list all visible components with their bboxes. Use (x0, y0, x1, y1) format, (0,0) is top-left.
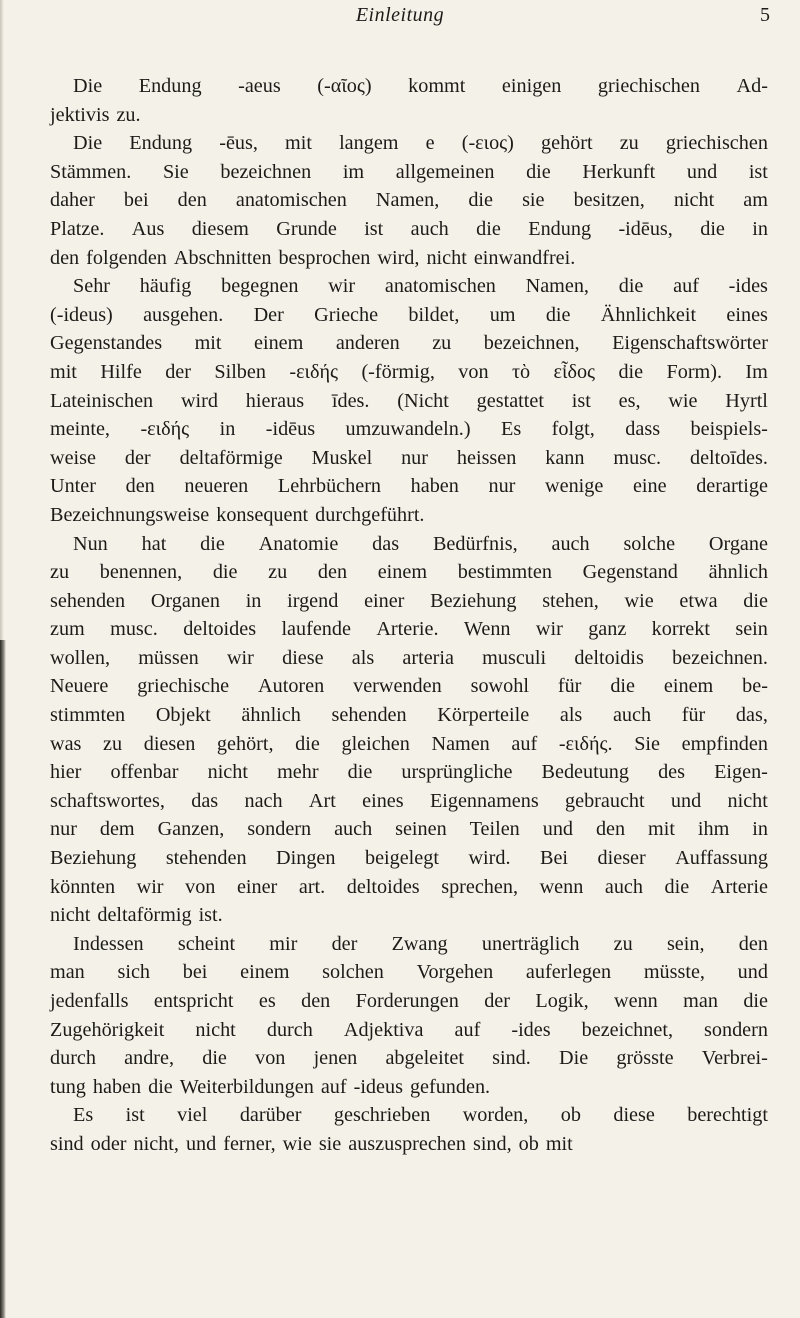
paragraph (50, 272, 768, 529)
text-line: Die Endung -aeus (-αῖος) kommt einigen griechischen Ad- (73, 75, 768, 97)
text-line: den folgenden Abschnitten besprochen wird, nicht einwandfrei. (50, 246, 576, 269)
text-line: was zu diesen gehört, die gleichen Namen auf -ειδής. Sie empfinden (50, 732, 768, 755)
text-line: man sich bei einem solchen Vorgehen auferlegen müsste, und (50, 961, 768, 984)
running-head (0, 2, 800, 32)
text-line: jedenfalls entspricht es den Forderungen der Logik, wenn man die (50, 990, 768, 1012)
text-line: hier offenbar nicht mehr die ursprüngliche Bedeutung des Eigen- (50, 761, 768, 784)
text-line: jektivis zu. (50, 103, 141, 126)
paragraph (50, 72, 768, 129)
text-line: Platze. Aus diesem Grunde ist auch die Endung -idēus, die in (50, 217, 768, 240)
text-line: Bezeichnungsweise konsequent durchgeführt. (50, 503, 425, 526)
text-line: sind oder nicht, und ferner, wie sie auszusprechen sind, ob mit (50, 1132, 573, 1155)
running-title: Einleitung (355, 4, 445, 26)
body-text (50, 72, 768, 1159)
paragraph (50, 129, 768, 272)
text-line: Gegenstandes mit einem anderen zu bezeichnen, Eigenschaftswörter (50, 332, 768, 355)
text-line: zu benennen, die zu den einem bestimmten Gegenstand ähnlich (50, 561, 768, 584)
paragraph (50, 1101, 768, 1158)
text-line: könnten wir von einer art. deltoides sprechen, wenn auch die Arterie (50, 875, 768, 898)
paragraph (50, 930, 768, 1102)
text-line: durch andre, die von jenen abgeleitet sind. Die grösste Verbrei- (50, 1047, 768, 1070)
text-line: wollen, müssen wir diese als arteria musculi deltoidis bezeichnen. (50, 646, 768, 669)
text-line: tung haben die Weiterbildungen auf -ideus gefunden. (50, 1075, 491, 1098)
text-line: (-ideus) ausgehen. Der Grieche bildet, um die Ähnlichkeit eines (50, 303, 768, 326)
paragraph (50, 530, 768, 930)
text-line: Indessen scheint mir der Zwang unerträglich zu sein, den (73, 932, 768, 955)
text-line: Unter den neueren Lehrbüchern haben nur wenige eine derartige (50, 475, 768, 498)
text-line: schaftswortes, das nach Art eines Eigennamens gebraucht und nicht (50, 789, 768, 812)
text-line: Nun hat die Anatomie das Bedürfnis, auch solche Organe (73, 532, 768, 555)
page-shadow (0, 0, 4, 640)
text-line: zum musc. deltoides laufende Arterie. Wenn wir ganz korrekt sein (50, 618, 768, 641)
text-line: daher bei den anatomischen Namen, die sie besitzen, nicht am (50, 189, 768, 212)
page-number: 5 (760, 4, 770, 26)
text-line: Beziehung stehenden Dingen beigelegt wird. Bei dieser Auffassung (50, 847, 768, 870)
text-line: stimmten Objekt ähnlich sehenden Körperteile als auch für das, (50, 704, 768, 727)
text-line: mit Hilfe der Silben -ειδής (-förmig, von τὸ εἶδος die Form). Im (50, 360, 768, 383)
text-line: Es ist viel darüber geschrieben worden, ob diese berechtigt (73, 1104, 768, 1127)
text-line: meinte, -ειδής in -idēus umzuwandeln.) Es folgt, dass beispiels- (50, 418, 768, 441)
text-line: Die Endung -ēus, mit langem e (-ειος) gehört zu griechischen (73, 132, 768, 155)
text-line: nur dem Ganzen, sondern auch seinen Teilen und den mit ihm in (50, 818, 768, 841)
text-line: Stämmen. Sie bezeichnen im allgemeinen die Herkunft und ist (50, 160, 768, 183)
text-line: Lateinischen wird hieraus īdes. (Nicht gestattet ist es, wie Hyrtl (50, 389, 768, 412)
text-line: weise der deltaförmige Muskel nur heissen kann musc. deltoīdes. (50, 446, 768, 469)
text-line: Neuere griechische Autoren verwenden sowohl für die einem be- (50, 675, 768, 698)
text-line: nicht deltaförmig ist. (50, 904, 223, 927)
text-line: Sehr häufig begegnen wir anatomischen Namen, die auf -ides (73, 275, 768, 298)
text-line: sehenden Organen in irgend einer Beziehung stehen, wie etwa die (50, 589, 768, 612)
binding-edge (0, 640, 6, 1318)
text-line: Zugehörigkeit nicht durch Adjektiva auf -ides bezeichnet, sondern (50, 1018, 768, 1041)
